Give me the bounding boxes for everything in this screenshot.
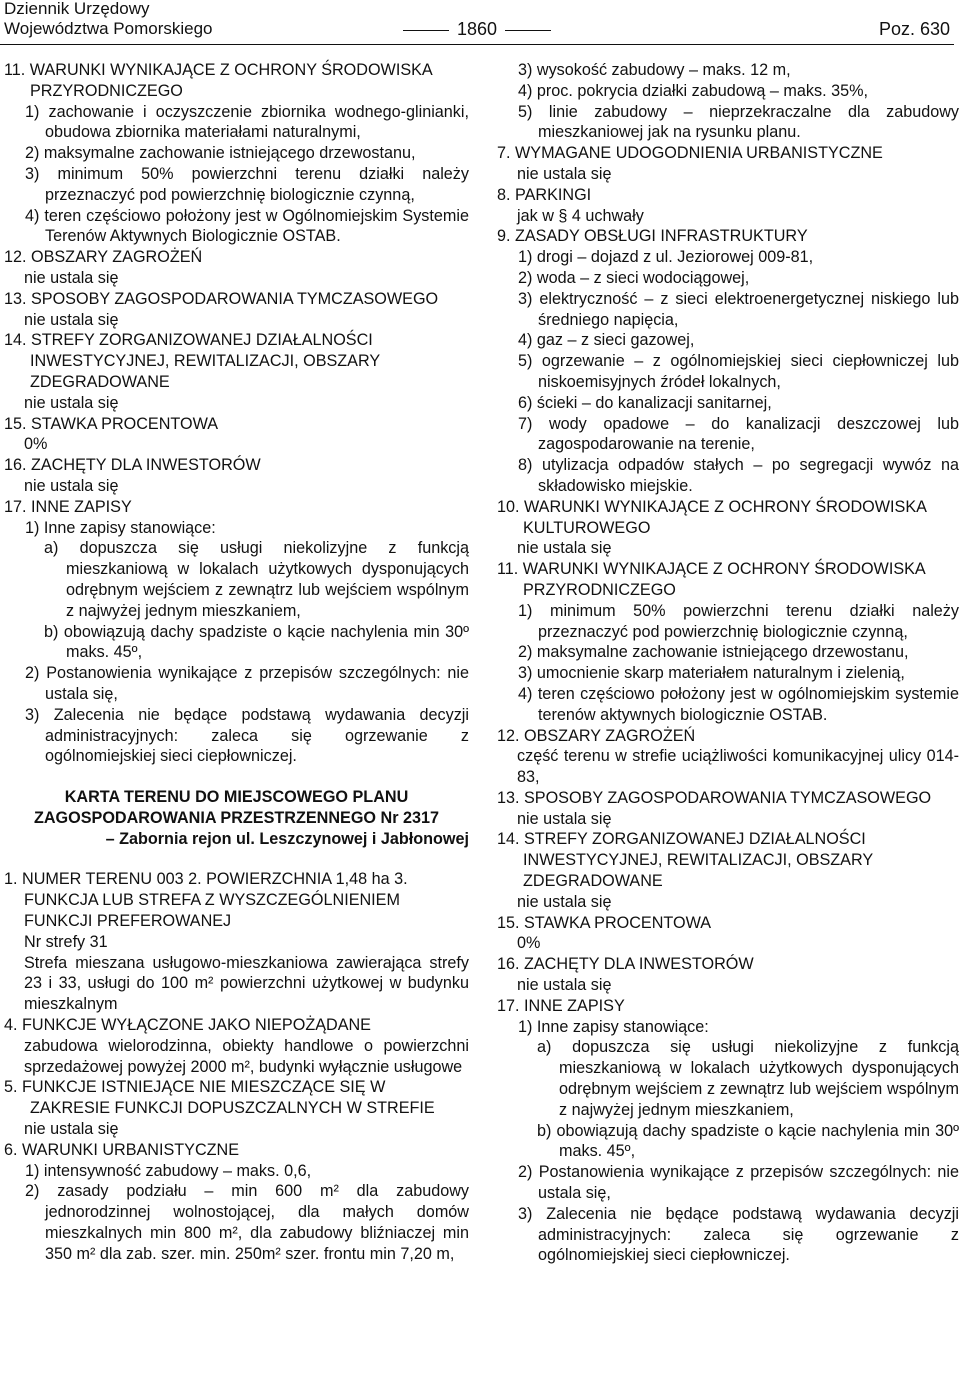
paragraph: 1) zachowanie i oczyszczenie zbiornika wodnego-glinianki, obudowa zbiornika materiałami naturalnymi, xyxy=(25,102,469,142)
paragraph: 1. NUMER TERENU 003 2. POWIERZCHNIA 1,48 ha 3. xyxy=(4,870,408,889)
publication-line-1: Dziennik Urzędowy xyxy=(4,0,150,18)
paragraph: a) dopuszcza się usługi niekolizyjne z funkcją mieszkaniową w lokalach użytkowych dysponujących odrębnym wejściem z zewnątrz lub wejściem wspólnym z najwyżej jednym mieszkaniem, xyxy=(537,1038,959,1119)
paragraph: 10. WARUNKI WYNIKAJĄCE Z OCHRONY ŚRODOWISKA KULTUROWEGO xyxy=(497,497,927,537)
paragraph: nie ustala się xyxy=(517,892,612,911)
page-number xyxy=(4,19,950,39)
header-rule xyxy=(0,44,954,45)
paragraph: 2) woda – z sieci wodociągowej, xyxy=(518,268,750,287)
position-number: Poz. 630 xyxy=(878,19,950,39)
paragraph: 16. ZACHĘTY DLA INWESTORÓW xyxy=(4,456,261,475)
paragraph: 9. ZASADY OBSŁUGI INFRASTRUKTURY xyxy=(497,227,808,246)
paragraph: 2) maksymalne zachowanie istniejącego drzewostanu, xyxy=(518,643,909,662)
spacer xyxy=(4,849,469,869)
paragraph: 2) zasady podziału – min 600 m² dla zabudowy jednorodzinnej wolnostojącej, dla małych domów mieszkalnych min 800 m², dla zabudowy bliźniaczej min 350 m² dla zab. szer. min. 250m² szer. frontu min 7,20 m, xyxy=(25,1182,469,1263)
paragraph: 6. WARUNKI URBANISTYCZNE xyxy=(4,1140,240,1159)
paragraph: 3) umocnienie skarp materiałem naturalnym i zielenią, xyxy=(518,664,905,683)
paragraph: 2) maksymalne zachowanie istniejącego drzewostanu, xyxy=(25,144,416,163)
paragraph: 7. WYMAGANE UDOGODNIENIA URBANISTYCZNE xyxy=(497,144,883,163)
paragraph: 1) minimum 50% powierzchni terenu działki należy przeznaczyć pod powierzchnię biologicznie czynną, xyxy=(518,601,959,641)
paragraph: nie ustala się xyxy=(24,310,119,329)
paragraph: 4) teren częściowo położony jest w Ogólnomiejskim Systemie Terenów Aktywnych Biologicznie OSTAB. xyxy=(25,206,469,246)
paragraph: – Zabornia rejon ul. Leszczynowej i Jabłonowej xyxy=(105,829,469,848)
paragraph: 8. PARKINGI xyxy=(497,185,592,204)
paragraph: 5. FUNKCJE ISTNIEJĄCE NIE MIESZCZĄCE SIĘ W ZAKRESIE FUNKCJI DOPUSZCZALNYCH W STREFIE xyxy=(4,1078,435,1118)
paragraph: 1) drogi – dojazd z ul. Jeziorowej 009-81, xyxy=(518,248,814,267)
paragraph: 15. STAWKA PROCENTOWA xyxy=(4,414,219,433)
paragraph: 17. INNE ZAPISY xyxy=(4,497,132,516)
paragraph: 11. WARUNKI WYNIKAJĄCE Z OCHRONY ŚRODOWISKA PRZYRODNICZEGO xyxy=(4,61,432,100)
paragraph: 12. OBSZARY ZAGROŻEŃ xyxy=(497,726,696,745)
paragraph: b) obowiązują dachy spadziste o kącie nachylenia min 30º maks. 45º, xyxy=(44,622,469,662)
paragraph: nie ustala się xyxy=(517,809,612,828)
paragraph: 3) minimum 50% powierzchni terenu działki należy przeznaczyć pod powierzchnię biologicznie czynną, xyxy=(25,164,469,204)
paragraph: 0% xyxy=(517,934,541,953)
spacer xyxy=(4,767,469,787)
paragraph: nie ustala się xyxy=(517,976,612,995)
paragraph: 4. FUNKCJE WYŁĄCZONE JAKO NIEPOŻĄDANE xyxy=(4,1016,371,1035)
paragraph: b) obowiązują dachy spadziste o kącie nachylenia min 30º maks. 45º, xyxy=(537,1121,959,1161)
paragraph: 2) Postanowienia wynikające z przepisów szczególnych: nie ustala się, xyxy=(25,664,469,703)
paragraph: 14. STREFY ZORGANIZOWANEJ DZIAŁALNOŚCI INWESTYCYJNEJ, REWITALIZACJI, OBSZARY ZDEGRADOWANE xyxy=(497,830,873,891)
left-column xyxy=(4,60,469,1265)
paragraph: Strefa mieszana usługowo-mieszkaniowa zawierająca strefy 23 i 33, usługi do 100 m² powierzchni użytkowej w budynku mieszkalnym xyxy=(24,953,469,1014)
paragraph: 3) elektryczność – z sieci elektroenergetycznej niskiego lub średniego napięcia, xyxy=(518,289,959,329)
paragraph: zabudowa wielorodzinna, obiekty handlowe o powierzchni sprzedażowej powyżej 2000 m², budynki wyłącznie usługowe xyxy=(24,1036,469,1076)
paragraph: 15. STAWKA PROCENTOWA xyxy=(497,913,712,932)
paragraph: nie ustala się xyxy=(24,1120,119,1139)
paragraph: 1) intensywność zabudowy – maks. 0,6, xyxy=(25,1161,312,1180)
paragraph: 3) Zalecenia nie będące podstawą wydawania decyzji administracyjnych: zaleca się ogrzewanie z ogólnomiejskiej sieci ciepłowniczej. xyxy=(25,705,469,766)
page-header xyxy=(4,0,950,42)
right-column xyxy=(497,60,959,1266)
publication-line-2: Województwa Pomorskiego xyxy=(4,19,213,38)
page-number-text: 1860 xyxy=(456,19,498,39)
paragraph: nie ustala się xyxy=(24,393,119,412)
paragraph: 5) linie zabudowy – nieprzekraczalne dla zabudowy mieszkaniowej jak na rysunku planu. xyxy=(518,102,959,142)
paragraph: 4) gaz – z sieci gazowej, xyxy=(518,331,695,350)
paragraph: nie ustala się xyxy=(517,539,612,558)
paragraph: 4) teren częściowo położony jest w ogólnomiejskim systemie terenów aktywnych biologicznie OSTAB. xyxy=(518,684,959,724)
paragraph: 13. SPOSOBY ZAGOSPODAROWANIA TYMCZASOWEGO xyxy=(4,289,439,308)
paragraph: nie ustala się xyxy=(517,164,612,183)
paragraph: 17. INNE ZAPISY xyxy=(497,996,625,1015)
paragraph: 14. STREFY ZORGANIZOWANEJ DZIAŁALNOŚCI INWESTYCYJNEJ, REWITALIZACJI, OBSZARY ZDEGRADOWANE xyxy=(4,331,380,391)
paragraph: Nr strefy 31 xyxy=(24,932,108,951)
paragraph: 3) wysokość zabudowy – maks. 12 m, xyxy=(518,61,791,79)
paragraph: 8) utylizacja odpadów stałych – po segregacji wywóz na składowisko miejskie. xyxy=(518,456,959,495)
paragraph: 3) Zalecenia nie będące podstawą wydawania decyzji administracyjnych: zaleca się ogrzewanie z ogólnomiejskiej sieci ciepłowniczej. xyxy=(518,1204,959,1265)
paragraph: nie ustala się xyxy=(24,268,119,287)
paragraph: FUNKCJA LUB STREFA Z WYSZCZEGÓLNIENIEM FUNKCJI PREFEROWANEJ xyxy=(24,891,400,931)
paragraph: 4) proc. pokrycia działki zabudową – maks. 35%, xyxy=(518,81,868,100)
paragraph: 5) ogrzewanie – z ogólnomiejskiej sieci ciepłowniczej lub niskoemisyjnych źródeł lokalnych, xyxy=(518,352,959,391)
paragraph: 11. WARUNKI WYNIKAJĄCE Z OCHRONY ŚRODOWISKA PRZYRODNICZEGO xyxy=(497,560,925,599)
paragraph: 12. OBSZARY ZAGROŻEŃ xyxy=(4,248,203,267)
paragraph: a) dopuszcza się usługi niekolizyjne z funkcją mieszkaniową w lokalach użytkowych dysponujących odrębnym wejściem z zewnątrz lub wejściem wspólnym z najwyżej jednym mieszkaniem, xyxy=(44,539,469,620)
paragraph: jak w § 4 uchwały xyxy=(517,206,644,225)
paragraph: nie ustala się xyxy=(24,476,119,495)
paragraph: KARTA TERENU DO MIEJSCOWEGO PLANU ZAGOSPODAROWANIA PRZESTRZENNEGO Nr 2317 xyxy=(33,788,440,827)
paragraph: 1) Inne zapisy stanowiące: xyxy=(25,518,216,537)
paragraph: 1) Inne zapisy stanowiące: xyxy=(518,1017,709,1036)
paragraph: 13. SPOSOBY ZAGOSPODAROWANIA TYMCZASOWEGO xyxy=(497,788,932,807)
paragraph: 2) Postanowienia wynikające z przepisów szczególnych: nie ustala się, xyxy=(518,1163,959,1203)
paragraph: część terenu w strefie uciążliwości komunikacyjnej ulicy 014-83, xyxy=(517,747,959,787)
paragraph: 7) wody opadowe – do kanalizacji deszczowej lub zagospodarowanie na terenie, xyxy=(518,414,959,454)
paragraph: 16. ZACHĘTY DLA INWESTORÓW xyxy=(497,955,754,974)
paragraph: 6) ścieki – do kanalizacji sanitarnej, xyxy=(518,393,772,412)
paragraph: 0% xyxy=(24,435,48,454)
